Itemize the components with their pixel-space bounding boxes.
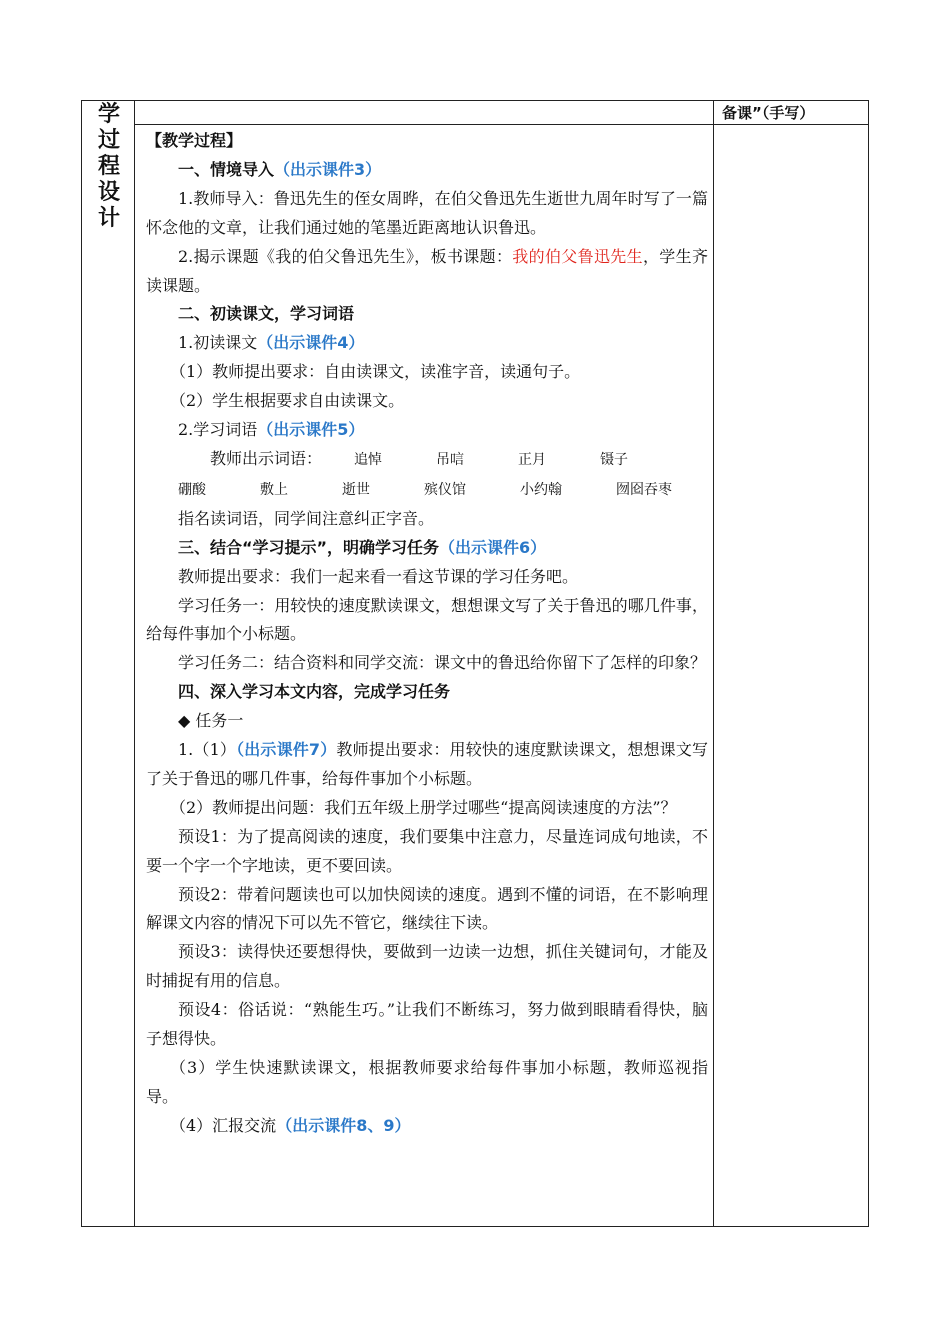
courseware-ref: （出示课件4） (257, 333, 365, 353)
table-border-left (81, 100, 82, 1227)
paragraph: 学习任务一：用较快的速度默读课文，想想课文写了关于鲁迅的哪几件事，给每件事加个小标题。 (146, 595, 708, 644)
paragraph: 学习任务二：结合资料和同学交流：课文中的鲁迅给你留下了怎样的印象？ (178, 653, 707, 673)
vocab-word: 逝世 (342, 481, 370, 498)
vocab-word: 镊子 (600, 451, 629, 468)
table-border-right (868, 100, 869, 1227)
task-marker: ◆ 任务一 (178, 711, 244, 731)
paragraph (146, 243, 708, 301)
paragraph (146, 736, 708, 794)
paragraph: 预设2：带着问题读也可以加快阅读的速度。遇到不懂的词语，在不影响理解课文内容的情况下可以先不管它，继续往下读。 (146, 884, 708, 933)
vocab-word: 囫囵吞枣 (616, 481, 672, 498)
paragraph: 预设3：读得快还要想得快，要做到一边读一边想，抓住关键词句，才能及时捕捉有用的信息。 (146, 942, 708, 991)
lesson-content (146, 127, 708, 1141)
paragraph: （2）教师提出问题：我们五年级上册学过哪些“提高阅读速度的方法”？ (170, 797, 677, 817)
paragraph: 预设1：为了提高阅读的速度，我们要集中注意力，尽量连词成句地读，不要一个字一个字地读，更不要回读。 (146, 826, 708, 875)
side-char: 学 (97, 102, 120, 127)
courseware-ref: （出示课件3） (274, 159, 382, 179)
text: 1.初读课文 (178, 333, 258, 353)
vocabulary-list (146, 445, 708, 505)
heading-reading: 二、初读课文，学习词语 (178, 304, 355, 324)
vocab-word: 吊唁 (436, 451, 465, 468)
vocab-word: 硼酸 (178, 481, 206, 498)
paragraph: 1.教师导入：鲁迅先生的侄女周晔，在伯父鲁迅先生逝世九周年时写了一篇怀念他的文章，让我们通过她的笔墨近距离地认识鲁迅。 (146, 188, 708, 237)
paragraph: 预设4：俗话说：“熟能生巧。”让我们不断练习，努力做到眼睛看得快，脑子想得快。 (146, 1000, 708, 1049)
paragraph: （1）教师提出要求：自由读课文，读准字音，读通句子。 (170, 362, 581, 382)
heading-text: 一、情境导入 (178, 159, 275, 179)
handwritten-notes-header: 备课”（手写） (722, 104, 815, 122)
heading-intro (146, 156, 708, 185)
table-border-top (81, 100, 869, 101)
side-column-divider (134, 100, 135, 1227)
vocab-word: 小约翰 (520, 481, 562, 498)
vocab-word: 敷上 (260, 481, 288, 498)
paragraph (146, 416, 708, 445)
paragraph: （3）学生快速默读课文，根据教师要求给每件事加小标题，教师巡视指导。 (146, 1058, 708, 1106)
vocab-prefix: 教师出示词语： (210, 448, 323, 468)
courseware-ref: （出示课件6） (439, 537, 547, 557)
side-char: 计 (97, 206, 120, 231)
paragraph (146, 1112, 708, 1141)
vocab-word: 正月 (518, 451, 547, 468)
text: 1.（1） (178, 740, 237, 760)
section-title: 【教学过程】 (146, 131, 243, 150)
text: 教师提出要求：用较快的速度默读课文，想想课文写了关于鲁迅的哪几件事，给每件事加个小标题。 (146, 740, 708, 788)
heading-tasks (146, 534, 708, 563)
side-char: 设 (97, 180, 120, 205)
side-label (84, 102, 134, 232)
paragraph (146, 329, 708, 358)
notes-column-divider (713, 100, 714, 1227)
side-char: 程 (97, 154, 120, 179)
table-border-bottom (81, 1226, 869, 1227)
vocab-word: 追悼 (354, 451, 383, 468)
header-row-divider (134, 124, 869, 125)
paragraph: 教师提出要求：我们一起来看一看这节课的学习任务吧。 (178, 566, 579, 586)
heading-deep-study: 四、深入学习本文内容，完成学习任务 (178, 682, 451, 702)
vocab-word: 殡仪馆 (424, 481, 466, 498)
paragraph: 指名读词语，同学间注意纠正字音。 (178, 508, 435, 528)
courseware-ref: （出示课件5） (257, 420, 365, 440)
text: 2.揭示课题《我的伯父鲁迅先生》，板书课题： (178, 246, 513, 266)
board-title-red: 我的伯父鲁迅先生 (512, 246, 643, 266)
text: （4）汇报交流 (170, 1115, 277, 1135)
heading-text: 三、结合“学习提示”，明确学习任务 (178, 537, 440, 557)
text: ，学生齐读课题。 (146, 246, 708, 295)
courseware-ref: （出示课件7） (236, 740, 337, 760)
paragraph: （2）学生根据要求自由读课文。 (170, 391, 405, 411)
text: 2.学习词语 (178, 420, 258, 440)
side-char: 过 (97, 128, 120, 153)
courseware-ref: （出示课件8、9） (276, 1115, 411, 1135)
